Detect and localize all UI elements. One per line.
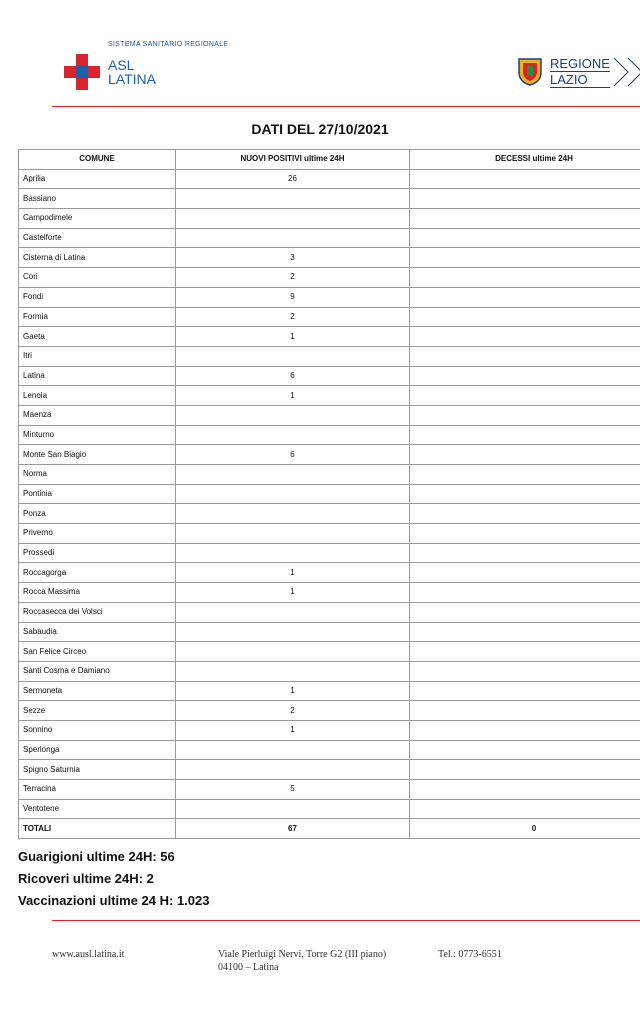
comune-cell: Bassiano [19, 189, 176, 209]
table-row [19, 642, 640, 662]
asl-line1: ASL [108, 57, 135, 73]
asl-line2: LATINA [108, 71, 156, 87]
decessi-cell [410, 681, 640, 701]
comune-cell: Priverno [19, 524, 176, 544]
table-row [19, 386, 640, 406]
comune-cell: Aprilia [19, 169, 176, 189]
comune-cell: Itri [19, 346, 176, 366]
positivi-cell [176, 661, 410, 681]
totals-row [19, 819, 640, 839]
table-row [19, 524, 640, 544]
decessi-cell [410, 307, 640, 327]
positivi-cell: 9 [176, 287, 410, 307]
regione-lazio-logo [512, 52, 640, 92]
comune-cell: Castelforte [19, 228, 176, 248]
footer-address-line2: 04100 – Latina [218, 962, 279, 973]
table-row [19, 740, 640, 760]
table-row [19, 327, 640, 347]
positivi-cell: 2 [176, 307, 410, 327]
table-row [19, 307, 640, 327]
comune-cell: Roccagorga [19, 563, 176, 583]
positivi-cell: 1 [176, 583, 410, 603]
decessi-cell [410, 445, 640, 465]
decessi-cell [410, 386, 640, 406]
positivi-cell [176, 504, 410, 524]
comune-cell: Sonnino [19, 720, 176, 740]
asl-cross-icon [64, 54, 100, 90]
decessi-cell [410, 169, 640, 189]
comune-cell: Fondi [19, 287, 176, 307]
summary-ricoveri: Ricoveri ultime 24H: 2 [18, 871, 154, 886]
positivi-cell [176, 189, 410, 209]
positivi-cell [176, 524, 410, 544]
table-row [19, 602, 640, 622]
decessi-cell [410, 327, 640, 347]
comune-cell: Lenola [19, 386, 176, 406]
decessi-cell [410, 189, 640, 209]
positivi-cell [176, 799, 410, 819]
decessi-cell [410, 366, 640, 386]
comune-cell: Rocca Massima [19, 583, 176, 603]
region-chevron-icon [608, 54, 640, 90]
decessi-cell [410, 799, 640, 819]
positivi-cell [176, 740, 410, 760]
comune-cell: Latina [19, 366, 176, 386]
comuni-table [18, 149, 640, 839]
table-row [19, 720, 640, 740]
comune-cell: Gaeta [19, 327, 176, 347]
comune-cell: Monte San Biagio [19, 445, 176, 465]
decessi-cell [410, 583, 640, 603]
totals-positivi: 67 [176, 819, 410, 839]
table-row [19, 504, 640, 524]
footer-address [218, 948, 386, 974]
table-row [19, 760, 640, 780]
comune-cell: Norma [19, 465, 176, 485]
positivi-cell [176, 622, 410, 642]
positivi-cell: 1 [176, 386, 410, 406]
positivi-cell [176, 209, 410, 229]
decessi-cell [410, 524, 640, 544]
decessi-cell [410, 209, 640, 229]
positivi-cell: 5 [176, 780, 410, 800]
table-row [19, 209, 640, 229]
positivi-cell: 2 [176, 701, 410, 721]
column-header-decessi: DECESSI ultime 24H [410, 150, 640, 170]
comune-cell: Formia [19, 307, 176, 327]
table-row [19, 366, 640, 386]
positivi-cell [176, 484, 410, 504]
positivi-cell: 6 [176, 366, 410, 386]
positivi-cell [176, 543, 410, 563]
table-row [19, 189, 640, 209]
table-row [19, 445, 640, 465]
decessi-cell [410, 701, 640, 721]
comune-cell: Maenza [19, 405, 176, 425]
comune-cell: Sezze [19, 701, 176, 721]
positivi-cell [176, 602, 410, 622]
regione-lazio-emblem-icon [516, 56, 544, 86]
comune-cell: Pontinia [19, 484, 176, 504]
region-name [550, 56, 610, 88]
header-divider [52, 106, 640, 107]
comune-cell: Cori [19, 268, 176, 288]
comune-cell: Ventotene [19, 799, 176, 819]
decessi-cell [410, 268, 640, 288]
decessi-cell [410, 405, 640, 425]
table-row [19, 799, 640, 819]
comune-cell: Campodimele [19, 209, 176, 229]
positivi-cell: 3 [176, 248, 410, 268]
comune-cell: San Felice Circeo [19, 642, 176, 662]
decessi-cell [410, 465, 640, 485]
positivi-cell [176, 425, 410, 445]
table-row [19, 346, 640, 366]
table-row [19, 661, 640, 681]
positivi-cell [176, 228, 410, 248]
asl-logo-text [108, 58, 156, 86]
comune-cell: Minturno [19, 425, 176, 445]
table-row [19, 287, 640, 307]
decessi-cell [410, 543, 640, 563]
table-row [19, 563, 640, 583]
comune-cell: Prossedi [19, 543, 176, 563]
comune-cell: Sermoneta [19, 681, 176, 701]
positivi-cell [176, 760, 410, 780]
totals-decessi: 0 [410, 819, 640, 839]
comune-cell: Roccasecca dei Volsci [19, 602, 176, 622]
decessi-cell [410, 740, 640, 760]
table-row [19, 425, 640, 445]
decessi-cell [410, 760, 640, 780]
positivi-cell: 2 [176, 268, 410, 288]
summary-guarigioni: Guarigioni ultime 24H: 56 [18, 849, 175, 864]
table-row [19, 405, 640, 425]
table-row [19, 268, 640, 288]
table-row [19, 701, 640, 721]
decessi-cell [410, 622, 640, 642]
footer-phone: Tel.: 0773-6551 [438, 949, 502, 960]
table-header-row [19, 150, 640, 170]
positivi-cell: 6 [176, 445, 410, 465]
comune-cell: Cisterna di Latina [19, 248, 176, 268]
positivi-cell: 1 [176, 563, 410, 583]
table-row [19, 681, 640, 701]
decessi-cell [410, 504, 640, 524]
decessi-cell [410, 563, 640, 583]
decessi-cell [410, 720, 640, 740]
decessi-cell [410, 484, 640, 504]
comune-cell: Terracina [19, 780, 176, 800]
decessi-cell [410, 602, 640, 622]
summary-vaccinazioni: Vaccinazioni ultime 24 H: 1.023 [18, 893, 210, 908]
table-row [19, 169, 640, 189]
table-row [19, 780, 640, 800]
decessi-cell [410, 661, 640, 681]
system-label: SISTEMA SANITARIO REGIONALE [108, 41, 229, 48]
comune-cell: Spigno Saturnia [19, 760, 176, 780]
positivi-cell: 1 [176, 327, 410, 347]
positivi-cell [176, 642, 410, 662]
comune-cell: Sabaudia [19, 622, 176, 642]
region-line2: LAZIO [550, 72, 610, 88]
decessi-cell [410, 642, 640, 662]
positivi-cell [176, 346, 410, 366]
page-title: DATI DEL 27/10/2021 [251, 121, 389, 137]
footer-address-line1: Viale Pierluigi Nervi, Torre G2 (III piano) [218, 949, 387, 960]
column-header-positivi: NUOVI POSITIVI ultime 24H [176, 150, 410, 170]
decessi-cell [410, 425, 640, 445]
table-row [19, 543, 640, 563]
positivi-cell [176, 405, 410, 425]
decessi-cell [410, 346, 640, 366]
positivi-cell: 26 [176, 169, 410, 189]
table-row [19, 484, 640, 504]
table-row [19, 583, 640, 603]
decessi-cell [410, 228, 640, 248]
table-row [19, 465, 640, 485]
region-line1: REGIONE [550, 56, 610, 71]
decessi-cell [410, 287, 640, 307]
table-row [19, 228, 640, 248]
document-header [0, 0, 640, 108]
comune-cell: Ponza [19, 504, 176, 524]
decessi-cell [410, 780, 640, 800]
footer-divider [52, 920, 640, 921]
positivi-cell: 1 [176, 720, 410, 740]
table-row [19, 622, 640, 642]
decessi-cell [410, 248, 640, 268]
column-header-comune: COMUNE [19, 150, 176, 170]
table-row [19, 248, 640, 268]
comune-cell: Sperlonga [19, 740, 176, 760]
positivi-cell [176, 465, 410, 485]
totals-label: TOTALI [19, 819, 176, 839]
positivi-cell: 1 [176, 681, 410, 701]
comune-cell: Santi Cosma e Damiano [19, 661, 176, 681]
footer-website[interactable]: www.ausl.latina.it [52, 949, 125, 960]
